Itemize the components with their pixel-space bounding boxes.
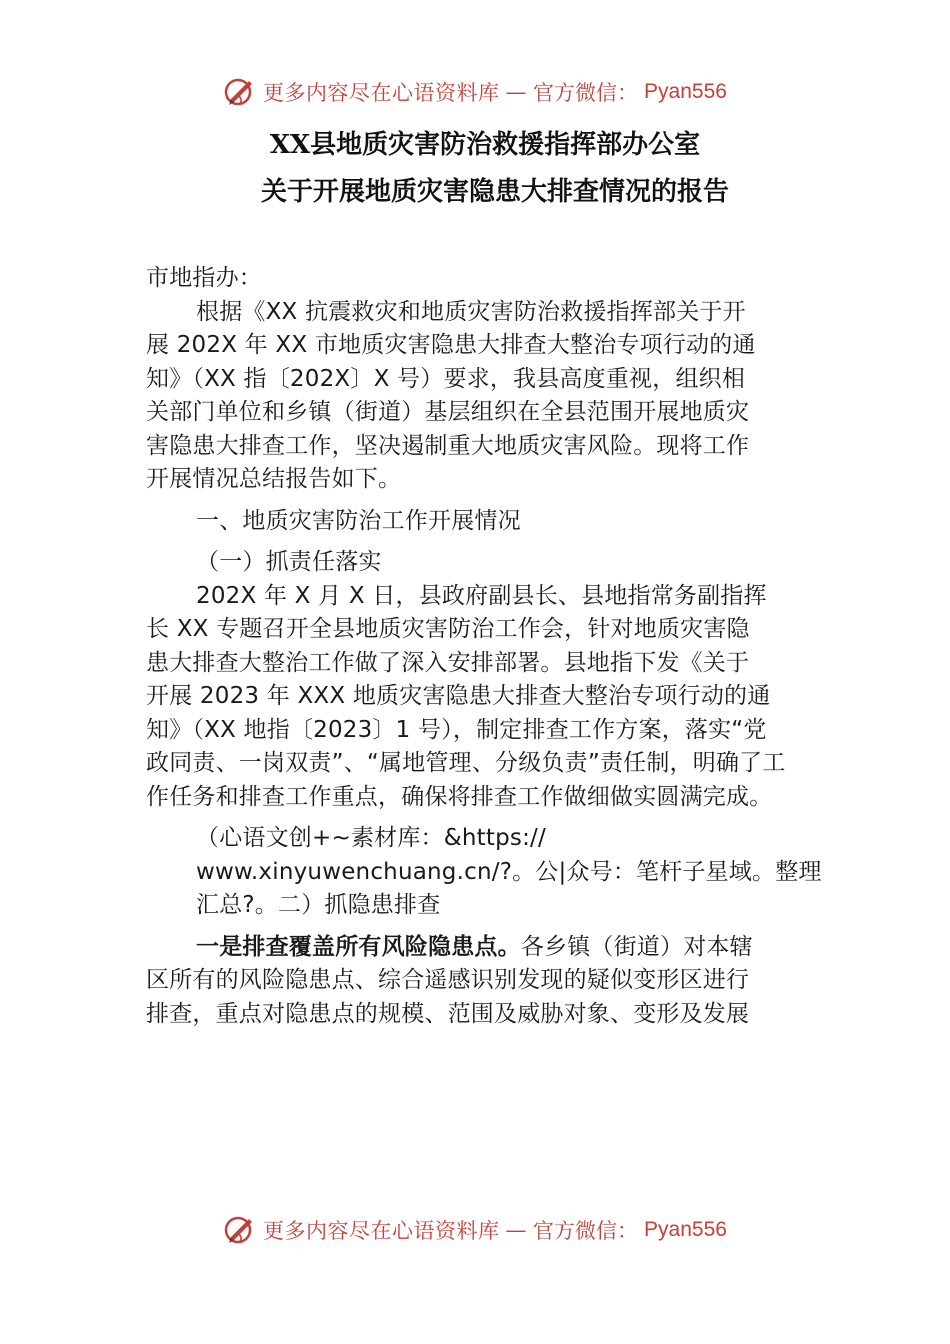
watermark-text: 更多内容尽在心语资料库 [263,81,500,105]
para1-line: 展 202X 年 XX 市地质灾害隐患大排查大整治专项行动的通 [146,332,756,358]
para3-line: 汇总?。二）抓隐患排查 [196,892,441,918]
salutation: 市地指办： [146,265,262,291]
watermark-wechat-label: 官方微信： [533,1219,639,1243]
para2-line: 长 XX 专题召开全县地质灾害防治工作会，针对地质灾害隐 [146,616,750,642]
section-heading-1: 一、地质灾害防治工作开展情况 [196,507,521,534]
para1-line: 根据《XX 抗震救灾和地质灾害防治救援指挥部关于开 [196,298,746,325]
document-body [146,262,866,1031]
watermark-text: 更多内容尽在心语资料库 [263,1219,500,1243]
para2-line: 202X 年 X 月 X 日，县政府副县长、县地指常务副指挥 [196,582,767,609]
para2-line: 开展 2023 年 XXX 地质灾害隐患大排查大整治专项行动的通 [146,683,771,709]
document-title-line1: XX县地质灾害防治救援指挥部办公室 [269,130,701,160]
para4-line: 区所有的风险隐患点、综合遥感识别发现的疑似变形区进行 [146,967,750,993]
para1-line: 知》（XX 指〔202X〕X 号）要求，我县高度重视，组织相 [146,365,746,392]
para1-line: 开展情况总结报告如下。 [146,466,402,492]
para2-line: 作任务和排查工作重点，确保将排查工作做细做实圆满完成。 [146,783,773,810]
pen-logo-icon [223,75,257,109]
watermark-dash: — [505,80,528,104]
watermark-wechat-id: Pyan556 [644,1218,727,1241]
para4-first-rest: 各乡镇（街道）对本辖 [520,933,753,960]
para2-line: 知》（XX 地指〔2023〕1 号），制定排查工作方案，落实“党 [146,716,767,743]
watermark-wechat-id: Pyan556 [644,80,727,103]
para2-line: 患大排查大整治工作做了深入安排部署。县地指下发《关于 [146,649,750,676]
para4-lead: 一是排查覆盖所有风险隐患点。 [196,933,521,960]
para4-first-line [146,931,866,965]
para3-line: （心语文创+~素材库：&https:// [196,825,546,851]
watermark-wechat-label: 官方微信： [533,81,639,105]
watermark-banner-top [0,72,950,112]
document-title-line2: 关于开展地质灾害隐患大排查情况的报告 [260,177,729,207]
subsection-heading-1-1: （一）抓责任落实 [196,549,382,575]
para3-line: www.xinyuwenchuang.cn/?。公|众号：笔杆子星域。整理 [196,858,822,885]
para4-line: 排查，重点对隐患点的规模、范围及威胁对象、变形及发展 [146,1000,750,1027]
para1-line: 关部门单位和乡镇（街道）基层组织在全县范围开展地质灾 [146,399,750,425]
watermark-dash: — [505,1218,528,1242]
para2-line: 政同责、一岗双责”、“属地管理、分级负责”责任制，明确了工 [146,750,786,776]
para1-line: 害隐患大排查工作，坚决遏制重大地质灾害风险。现将工作 [146,432,750,459]
pen-logo-icon [223,1213,257,1247]
watermark-banner-bottom [0,1210,950,1250]
